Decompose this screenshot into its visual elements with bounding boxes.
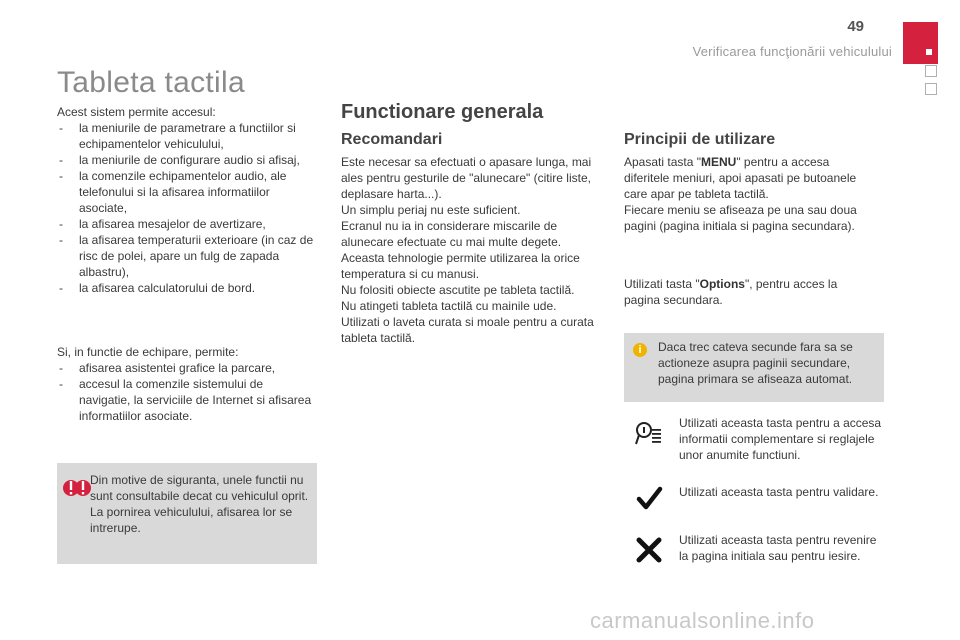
section-heading: Functionare generala <box>341 101 544 123</box>
pages-description: Fiecare meniu se afiseaza pe una sau doua pagini (pagina initiala si pagina secundara). <box>624 203 857 233</box>
options-text-post: ", pentru acces la pagina secundara. <box>624 277 838 307</box>
list-item: - la meniurile de parametrare a functiilor si echipamentelor vehiculului, <box>57 120 317 152</box>
warning-icon <box>63 476 91 500</box>
safety-warning-text: Din motive de siguranta, unele functii nu sunt consultabile decat cu vehiculul oprit. La pornirea vehiculului, afisarea lor se intrerupe. <box>90 473 309 535</box>
watermark: carmanualsonline.info <box>590 608 815 633</box>
options-text-pre: Utilizati tasta " <box>624 277 700 291</box>
recommendations-heading: Recomandari <box>341 131 443 148</box>
checkmark-icon <box>634 484 664 514</box>
menu-text-pre: Apasati tasta " <box>624 155 701 169</box>
recommendations-text <box>341 154 603 346</box>
menu-key-label: MENU <box>700 155 737 169</box>
paragraph: Este necesar sa efectuati o apasare lunga, mai ales pentru gesturile de "alunecare" (citire liste, deplasare harta...). <box>341 155 592 201</box>
information-key-icon <box>634 420 664 450</box>
back-key-text: Utilizati aceasta tasta pentru revenire la pagina initiala sau pentru iesire. <box>679 533 877 563</box>
list-item: - afisarea asistentei grafice la parcare, <box>57 360 317 376</box>
access-list <box>57 120 317 296</box>
page-number: 49 <box>847 18 864 35</box>
chapter-tab-empty-1[interactable] <box>925 65 937 77</box>
intro-text: Acest sistem permite accesul: <box>57 105 216 119</box>
menu-instructions <box>624 154 864 202</box>
section-title: Verificarea funcţionării vehiculului <box>692 44 892 59</box>
list-item: - la afisarea temperaturii exterioare (in caz de risc de polei, apare un fulg de zapada albastru), <box>57 232 317 280</box>
menu-text-post: " pentru a accesa diferitele meniuri, apoi apasati pe butoanele care apar pe tableta tactilă. <box>624 155 857 201</box>
list-item: - la afisarea mesajelor de avertizare, <box>57 216 317 232</box>
chapter-tab-empty-2[interactable] <box>925 83 937 95</box>
options-key-label: Options <box>699 277 745 291</box>
safety-warning-box <box>57 463 317 564</box>
paragraph: Un simplu periaj nu este suficient. <box>341 203 521 217</box>
paragraph: Nu folositi obiecte ascutite pe tableta tactilă. <box>341 283 575 297</box>
options-instructions <box>624 276 864 308</box>
paragraph: Ecranul nu ia in considerare miscarile de alunecare efectuate cu mai multe degete. <box>341 219 562 249</box>
equipment-intro: Si, in functie de echipare, permite: <box>57 345 239 359</box>
page-title: Tableta tactila <box>57 66 245 99</box>
info-note-box <box>624 333 884 402</box>
chapter-tab[interactable] <box>903 22 938 64</box>
usage-principles-heading: Principii de utilizare <box>624 131 776 148</box>
info-icon: i <box>633 343 647 357</box>
paragraph: Aceasta tehnologie permite utilizarea la orice temperatura si cu manusi. <box>341 251 580 281</box>
tab-marker-icon <box>926 49 932 55</box>
information-key-text: Utilizati aceasta tasta pentru a accesa informatii complementare si reglajele unor anumite functiuni. <box>679 416 882 462</box>
list-item: - la meniurile de configurare audio si afisaj, <box>57 152 317 168</box>
list-item: - accesul la comenzile sistemului de navigatie, la serviciile de Internet si afisarea informatiilor asociate. <box>57 376 317 424</box>
equipment-list <box>57 360 317 424</box>
info-note-text: Daca trec cateva secunde fara sa se actioneze asupra paginii secundare, pagina primara se afiseaza automat. <box>658 340 853 386</box>
list-item: - la comenzile echipamentelor audio, ale telefonului si la afisarea informatiilor asociate, <box>57 168 317 216</box>
close-icon <box>634 535 664 565</box>
paragraph: Nu atingeti tableta tactilă cu mainile ude. <box>341 299 557 313</box>
validate-key-text: Utilizati aceasta tasta pentru validare. <box>679 485 879 499</box>
list-item: - la afisarea calculatorului de bord. <box>57 280 317 296</box>
paragraph: Utilizati o laveta curata si moale pentru a curata tableta tactilă. <box>341 315 594 345</box>
